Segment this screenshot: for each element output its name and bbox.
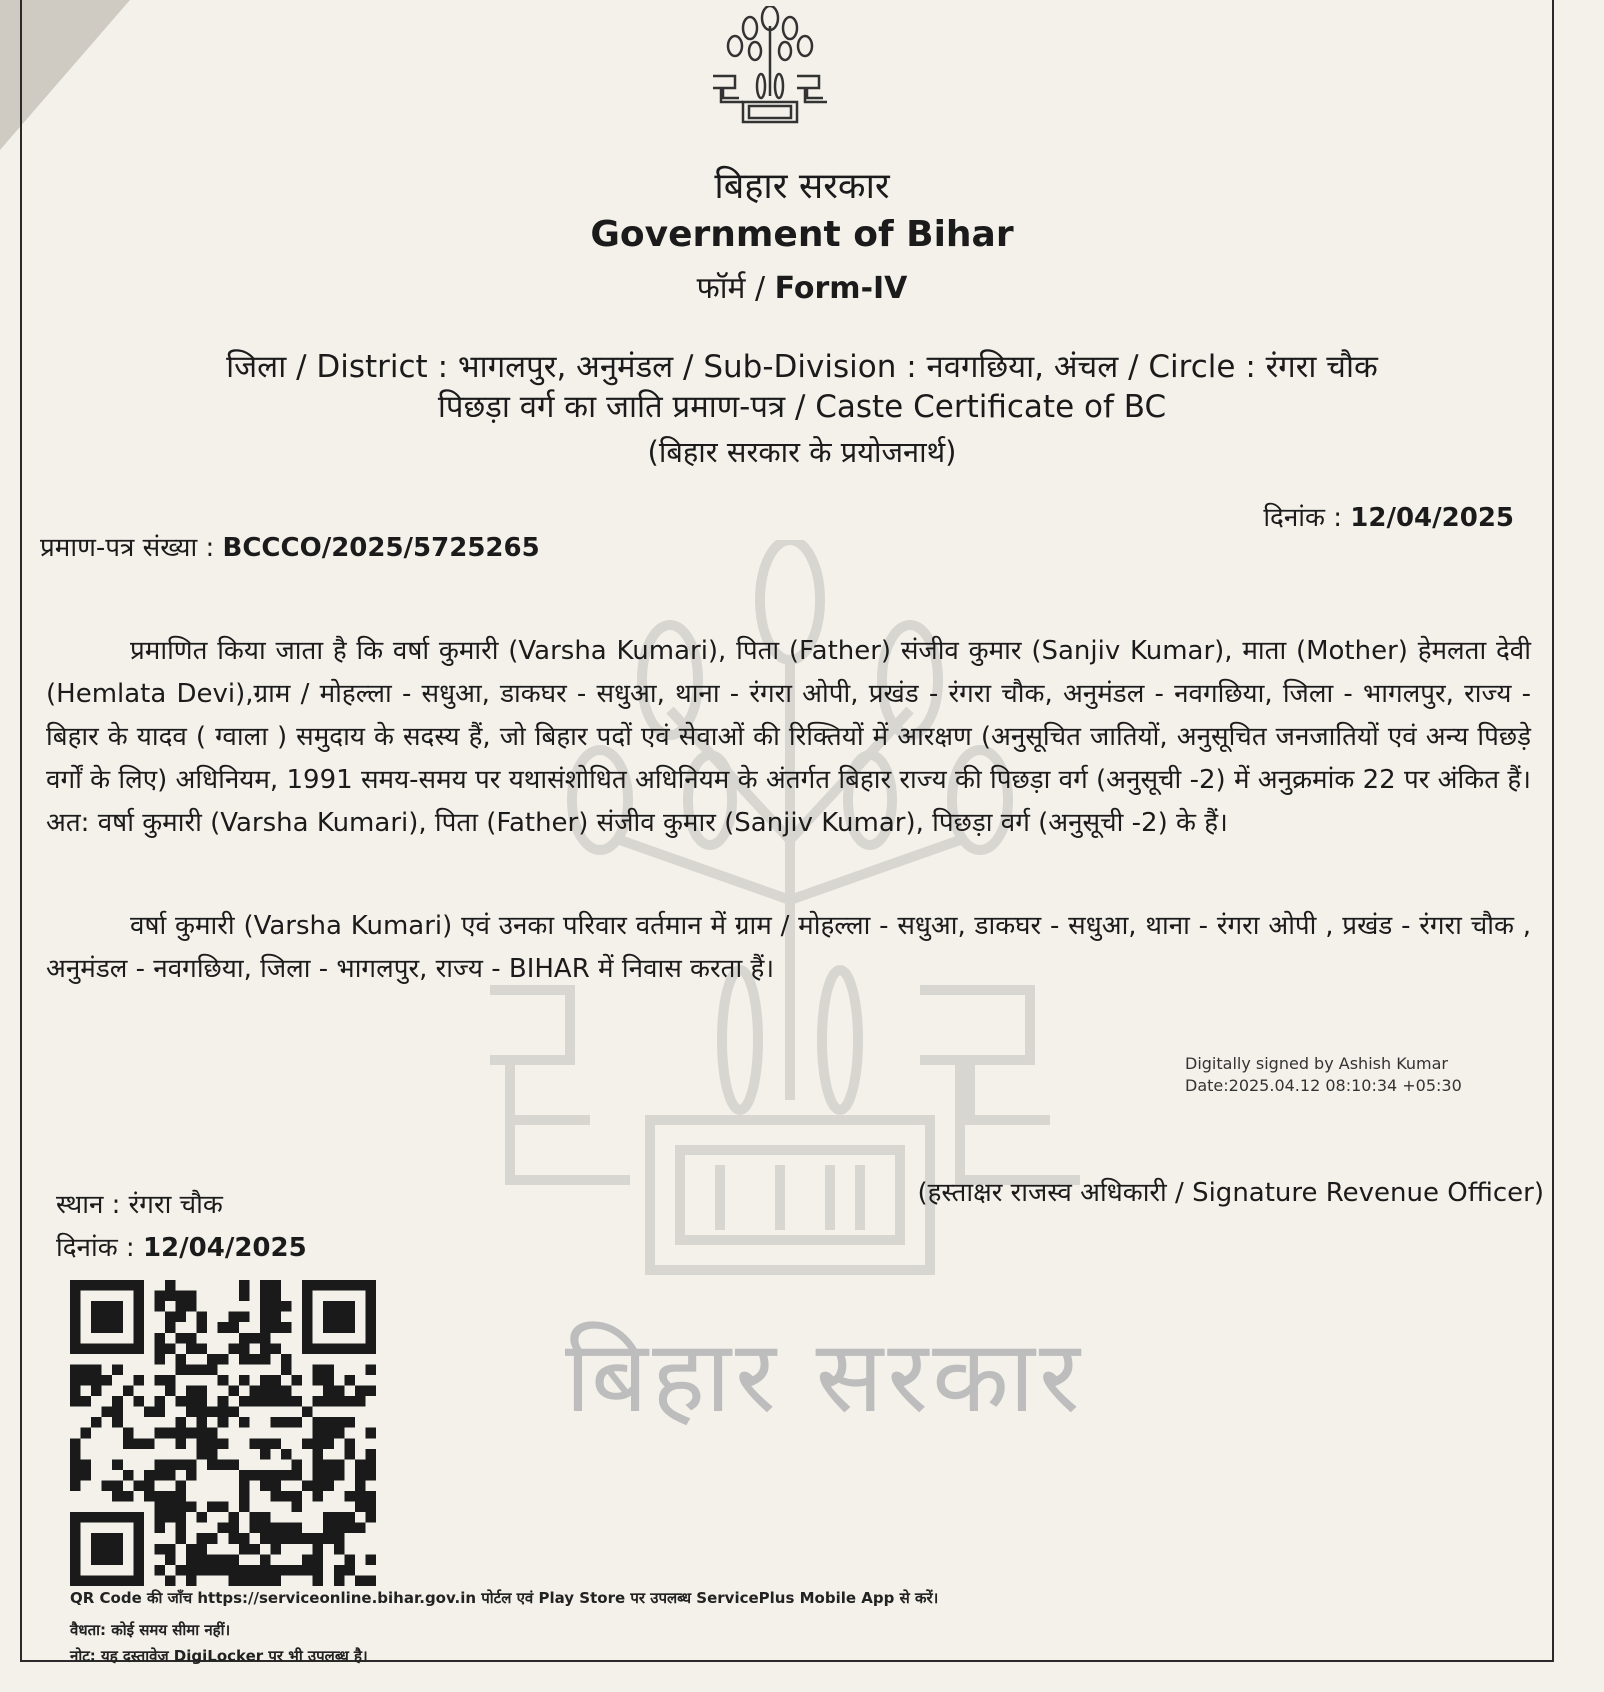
district-line: जिला / District : भागलपुर, अनुमंडल / Sub-Division : नवगछिया, अंचल / Circle : रंगरा चौक [226, 349, 1378, 385]
validity-note: वैधता: कोई समय सीमा नहीं। [70, 1621, 231, 1639]
bihar-emblem-icon [705, 6, 835, 130]
qr-code-icon [70, 1280, 376, 1586]
signing-date-label: दिनांक : [56, 1233, 135, 1263]
digilocker-note: नोट: यह दस्तावेज DigiLocker पर भी उपलब्ध है। [70, 1647, 368, 1665]
certificate-number-value: BCCCO/2025/5725265 [222, 533, 540, 563]
signature-label: (हस्ताक्षर राजस्व अधिकारी / Signature Revenue Officer) [917, 1178, 1544, 1208]
place-value: रंगरा चौक [128, 1190, 223, 1220]
certificate-paragraph-1: प्रमाणित किया जाता है कि वर्षा कुमारी (Varsha Kumari), पिता (Father) संजीव कुमार (Sanjiv Kumar), माता (Mother) हेमलता देवी (Hemlata Devi),ग्राम / मोहल्ला - सधुआ, डाकघर - सधुआ, थाना - रंगरा ओपी, प्रखंड - रंगरा चौक, अनुमंडल - नवगछिया, जिला - भागलपुर, राज्य - बिहार के यादव ( ग्वाला ) समुदाय के सदस्य हैं, जो बिहार पदों एवं सेवाओं की रिक्तियों में आरक्षण (अनुसूचित जातियों, अनुसूचित जनजातियों एवं अन्य पिछड़े वर्गों के लिए) अधिनियम, 1991 समय-समय पर यथासंशोधित अधिनियम के अंतर्गत बिहार राज्य की पिछड़ा वर्ग (अनुसूची -2) में अनुक्रमांक 22 पर अंकित हैं। अत: वर्षा कुमारी (Varsha Kumari), पिता (Father) संजीव कुमार (Sanjiv Kumar), पिछड़ा वर्ग (अनुसूची -2) के हैं। [46, 636, 1531, 838]
issue-date [1263, 498, 1514, 534]
watermark-text: बिहार सरकार [565, 1318, 1084, 1435]
certificate-number-label: प्रमाण-पत्र संख्या : [40, 533, 215, 563]
qr-verification-note: QR Code की जाँच https://serviceonline.bihar.gov.in पोर्टल एवं Play Store पर उपलब्ध ServicePlus Mobile App से करें। [70, 1589, 939, 1607]
issue-date-value: 12/04/2025 [1350, 503, 1514, 533]
certificate-purpose: (बिहार सरकार के प्रयोजनार्थ) [647, 435, 957, 469]
form-label [0, 266, 1604, 307]
certificate-title: पिछड़ा वर्ग का जाति प्रमाण-पत्र / Caste Certificate of BC [437, 389, 1167, 425]
signing-date [56, 1228, 307, 1264]
govt-title-hindi: बिहार सरकार [714, 166, 890, 207]
digital-signature [1185, 1053, 1462, 1097]
form-label-english: Form-IV [774, 271, 908, 306]
place-label: स्थान : [56, 1190, 121, 1220]
digital-signature-date: Date:2025.04.12 08:10:34 +05:30 [1185, 1076, 1462, 1095]
form-label-hindi: फॉर्म / [696, 271, 766, 306]
certificate-paragraph-2: वर्षा कुमारी (Varsha Kumari) एवं उनका परिवार वर्तमान में ग्राम / मोहल्ला - सधुआ, डाकघर - सधुआ, थाना - रंगरा ओपी , प्रखंड - रंगरा चौक , अनुमंडल - नवगछिया, जिला - भागलपुर, राज्य - BIHAR में निवास करता हैं। [46, 911, 1531, 984]
digital-signature-signer: Digitally signed by Ashish Kumar [1185, 1054, 1448, 1073]
govt-title-english: Government of Bihar [590, 214, 1014, 255]
certificate-number [40, 528, 540, 564]
place [56, 1185, 223, 1221]
issue-date-label: दिनांक : [1263, 503, 1343, 533]
signing-date-value: 12/04/2025 [142, 1233, 307, 1263]
